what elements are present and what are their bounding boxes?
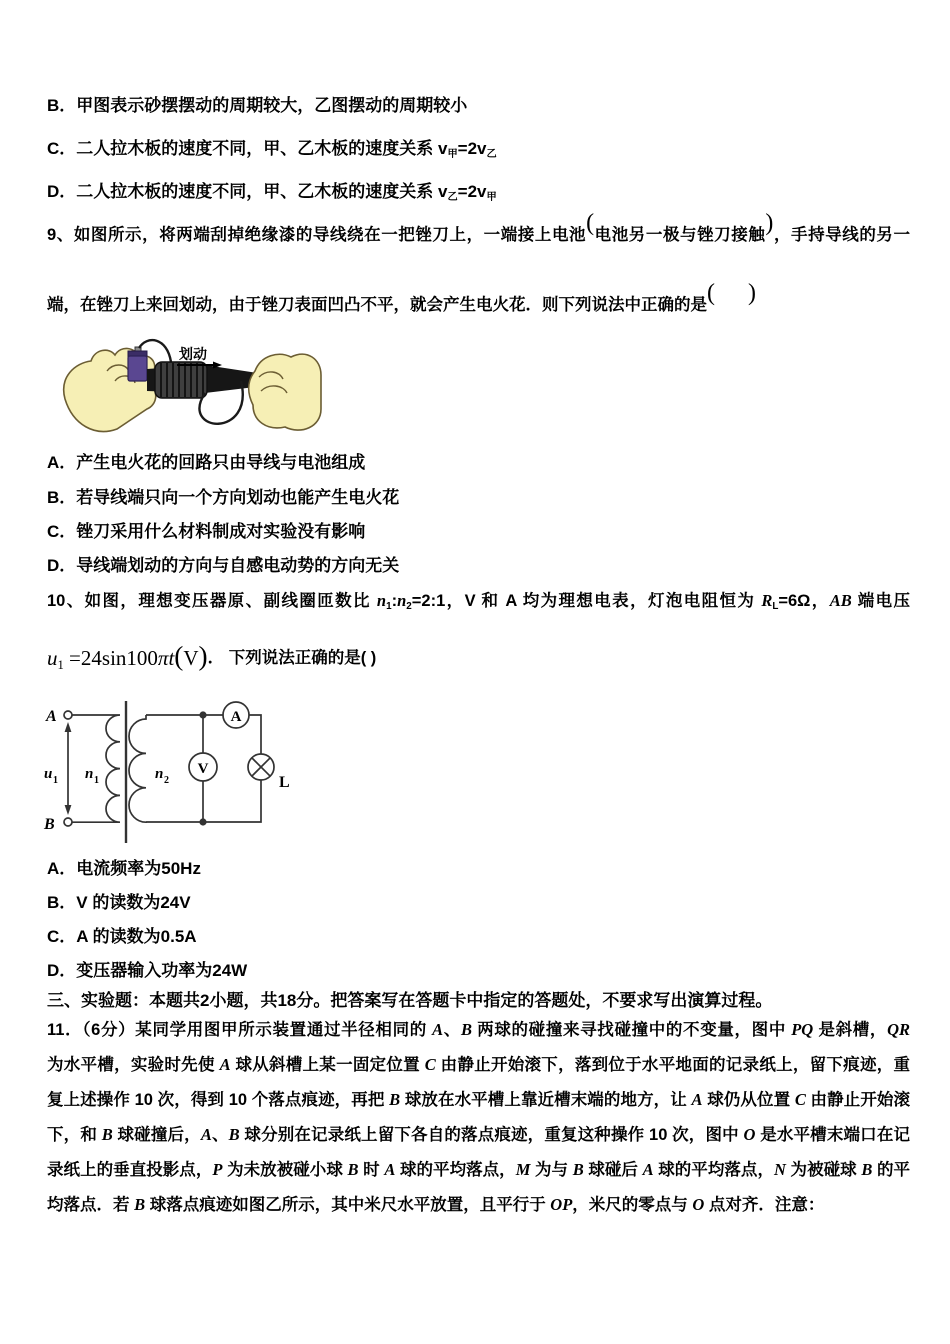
terminal-b-node: [64, 818, 72, 826]
q10-option-c: C．A 的读数为0.5A: [47, 927, 197, 946]
junction-dot-top: [199, 711, 206, 718]
primary-coil: [72, 715, 120, 822]
q8-option-d: D．二人拉木板的速度不同，甲、乙木板的速度关系 v乙=2v甲: [47, 182, 497, 203]
transformer-circuit-figure: [33, 695, 333, 850]
battery: [128, 347, 147, 381]
u1-arrow-up: [65, 722, 72, 732]
q10-option-a: A．电流频率为50Hz: [47, 859, 201, 878]
terminal-a-node: [64, 711, 72, 719]
q9-option-c: C．锉刀采用什么材料制成对实验没有影响: [47, 522, 366, 541]
n2-sub: 2: [164, 775, 169, 786]
secondary-coil: [129, 715, 146, 822]
section-3-header: 三、实验题：本题共2小题，共18分。把答案写在答题卡中指定的答题处，不要求写出演算过程。: [47, 991, 773, 1010]
voltage-formula: u1 =24sin100πt(V): [47, 641, 208, 673]
n2-label: n: [155, 766, 164, 782]
n1-label: n: [85, 766, 94, 782]
q10-formula-tail: ． 下列说法正确的是( ): [207, 649, 377, 668]
slide-label: 划动: [179, 346, 207, 362]
q10-formula-line: [47, 638, 910, 675]
ammeter-label: A: [230, 709, 242, 725]
q11-stem-line-6: 均落点．若 B 球落点痕迹如图乙所示，其中米尺水平放置，且平行于 OP，米尺的零点与 O 点对齐．注意：: [47, 1195, 825, 1214]
q9-option-b: B．若导线端只向一个方向划动也能产生电火花: [47, 488, 400, 507]
lamp-label: L: [279, 774, 290, 791]
junction-dot-bottom: [199, 818, 206, 825]
terminal-b-label: B: [44, 816, 55, 833]
q9-stem-line-2: 端，在锉刀上来回划动，由于锉刀表面凹凸不平，就会产生电火花．则下列说法中正确的是( ): [47, 279, 756, 314]
q10-stem: 10、如图，理想变压器原、副线圈匝数比 n1:n2=2:1，V 和 A 均为理想电表，灯泡电阻恒为 RL=6Ω，AB 端电压: [47, 591, 911, 612]
q8-option-c: C．二人拉木板的速度不同，甲、乙木板的速度关系 v甲=2v乙: [47, 139, 497, 160]
u1-sub: 1: [53, 775, 58, 786]
q10-option-b: B．V 的读数为24V: [47, 893, 191, 912]
u1-label: u: [44, 766, 53, 782]
q11-stem-line-1: 11．（6分）某同学用图甲所示装置通过半径相同的 A、B 两球的碰撞来寻找碰撞中的不变量，图中 PQ 是斜槽，QR: [47, 1020, 910, 1039]
q8-option-b: B．甲图表示砂摆摆动的周期较大，乙图摆动的周期较小: [47, 96, 468, 115]
q10-option-d: D．变压器输入功率为24W: [47, 961, 248, 980]
u1-arrow-down: [65, 805, 72, 815]
terminal-a-label: A: [46, 708, 57, 725]
q11-stem-line-2: 为水平槽，实验时先使 A 球从斜槽上某一固定位置 C 由静止开始滚下，落到位于水平地面的记录纸上，留下痕迹，重: [47, 1055, 910, 1074]
wire-coil: [155, 362, 207, 398]
right-wire: [249, 715, 261, 754]
file-spark-illustration: [55, 337, 323, 437]
voltmeter-label: V: [197, 761, 209, 777]
q11-stem-line-3: 复上述操作 10 次，得到 10 个落点痕迹，再把 B 球放在水平槽上靠近槽末端的地方，让 A 球仍从位置 C 由静止开始滚: [47, 1090, 911, 1109]
n1-sub: 1: [94, 775, 99, 786]
q9-option-a: A．产生电火花的回路只由导线与电池组成: [47, 453, 366, 472]
q11-stem-line-5: 录纸上的垂直投影点，P 为未放被碰小球 B 时 A 球的平均落点，M 为与 B 球碰后 A 球的平均落点，N 为被碰球 B 的平: [47, 1160, 911, 1179]
q11-stem-line-4: 下，和 B 球碰撞后，A、B 球分别在记录纸上留下各自的落点痕迹，重复这种操作 10 次，图中 O 是水平槽末端口在记: [47, 1125, 910, 1144]
q9-option-d: D．导线端划动的方向与自感电动势的方向无关: [47, 556, 400, 575]
q9-stem-line-1: 9、如图所示，将两端刮掉绝缘漆的导线绕在一把锉刀上，一端接上电池(电池另一极与锉刀接触)，手持导线的另一: [47, 209, 910, 244]
right-hand: [249, 354, 321, 430]
